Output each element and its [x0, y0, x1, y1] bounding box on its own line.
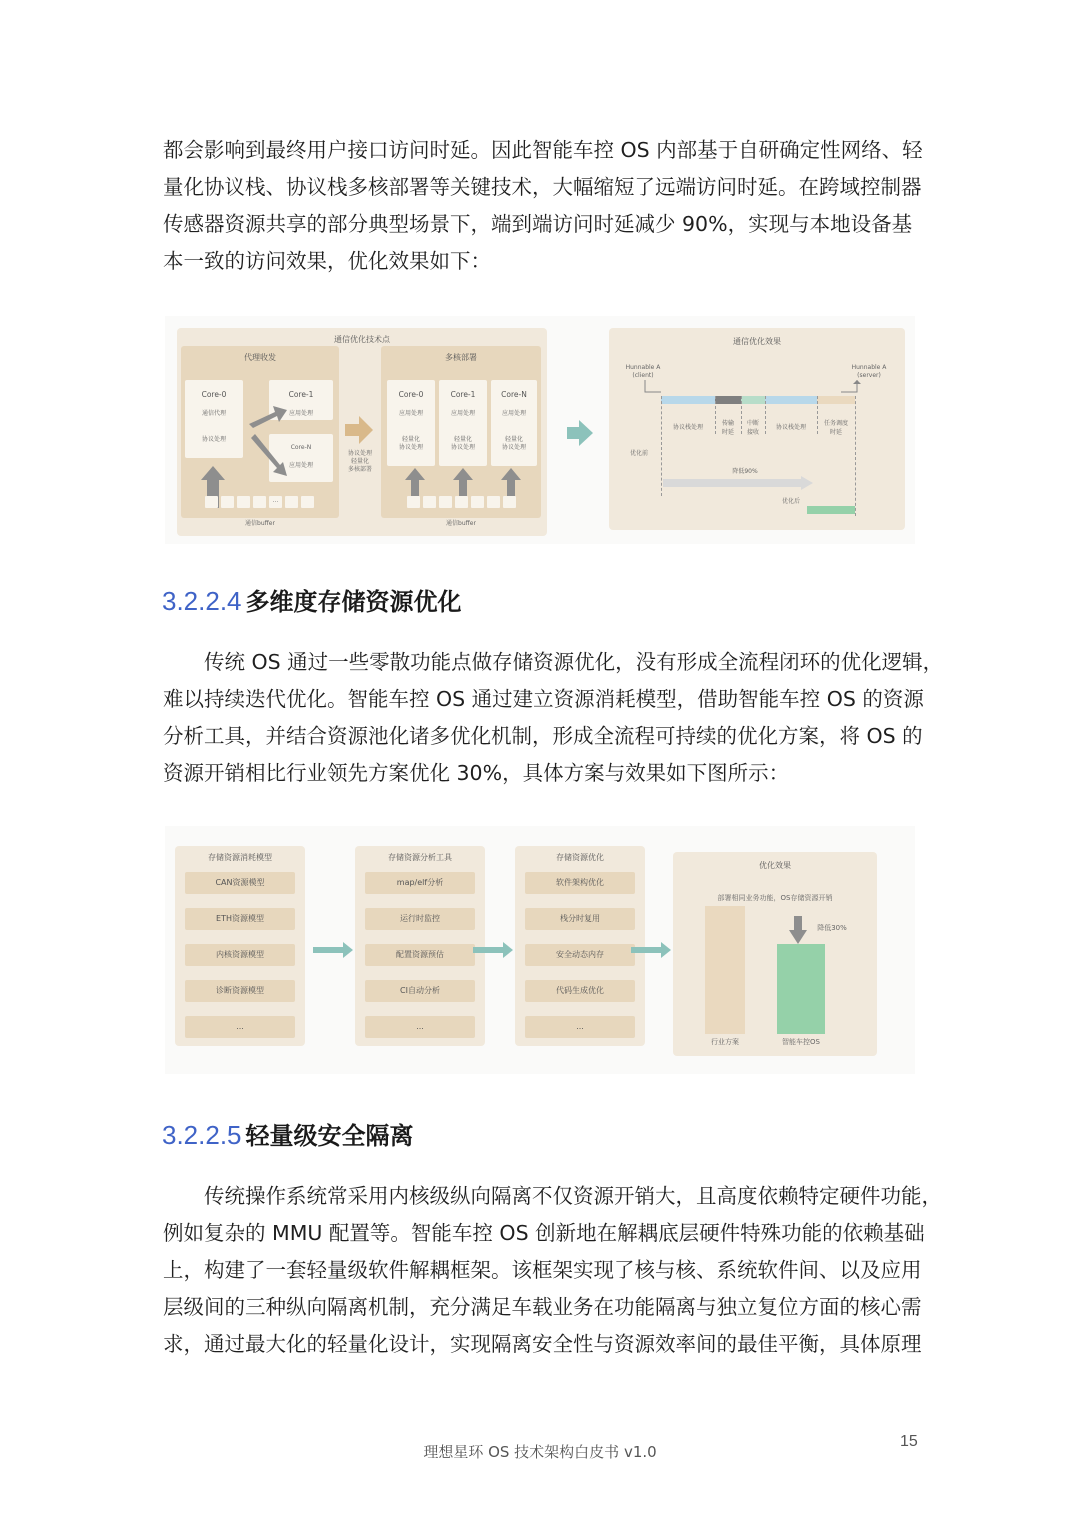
- column-item: 安全动态内存: [525, 944, 635, 966]
- bar-label: 智能车控OS: [782, 1038, 820, 1046]
- text-line: 例如复杂的 MMU 配置等。智能车控 OS 创新地在解耦底层硬件特殊功能的依赖基础: [163, 1221, 925, 1245]
- coreN-label: Core-N: [290, 444, 312, 451]
- column-item: 软件架构优化: [525, 872, 635, 894]
- mc-core-item: 轻量化: [504, 436, 523, 443]
- mc-core-item: 应用处理: [398, 410, 423, 417]
- text-line: 难以持续迭代优化。智能车控 OS 通过建立资源消耗模型，借助智能车控 OS 的资源: [163, 687, 924, 711]
- paragraph-latency: [163, 132, 923, 280]
- column-item: 运行时监控: [365, 908, 475, 930]
- mc-core-item: 轻量化: [453, 436, 472, 443]
- text-line: 传感器资源共享的部分典型场景下，端到端访问时延减少 90%，实现与本地设备基: [163, 212, 913, 236]
- bar-label: 行业方案: [711, 1038, 739, 1046]
- proxy-arrows: [185, 376, 345, 516]
- mc-core-item: 应用处理: [501, 410, 526, 417]
- column-item: 配置资源预估: [365, 944, 475, 966]
- mc-core-item: 协议处理: [398, 444, 423, 451]
- column-item: 栈分时复用: [525, 908, 635, 930]
- effect-title: 优化效果: [759, 861, 791, 870]
- panel-title: 通信优化技术点: [334, 335, 390, 344]
- client-label: Hunnable A: [625, 364, 661, 371]
- mid-text: 轻量化: [350, 458, 369, 465]
- section-number: 3.2.2.5: [162, 1120, 242, 1150]
- text-line: 传统 OS 通过一些零散功能点做存储资源优化，没有形成全流程闭环的优化逻辑，: [204, 650, 944, 674]
- server-label: Hunnable A: [851, 364, 887, 371]
- mid-text: 协议处理: [347, 450, 372, 457]
- bar-industry: [705, 906, 745, 1034]
- multicore-up-arrows: [387, 466, 537, 500]
- effect-title: 通信优化效果: [733, 337, 781, 346]
- before-label: 优化前: [629, 450, 648, 457]
- stage-label: 任务调度: [823, 420, 848, 427]
- stage-label: 接收: [746, 429, 759, 436]
- panel-effect: [673, 852, 877, 1056]
- column-consumption-model: [175, 846, 305, 1046]
- teal-arrow: [473, 942, 513, 958]
- text-line: 本一致的访问效果，优化效果如下：: [163, 249, 491, 273]
- seg-interrupt: [741, 396, 765, 404]
- section-title: 轻量级安全隔离: [245, 1122, 414, 1150]
- page-footer: 理想星环 OS 技术架构白皮书 v1.0: [423, 1443, 657, 1461]
- text-line: 层级间的三种纵向隔离机制，充分满足车载业务在功能隔离与独立复位方面的核心需: [163, 1295, 922, 1319]
- mc-core-label: Core-N: [501, 390, 527, 399]
- effect-note: 部署相同业务功能，OS存储资源开销: [717, 894, 833, 902]
- server-label: (server): [857, 372, 881, 379]
- seg-transfer: [715, 396, 741, 404]
- column-title: 存储资源分析工具: [388, 853, 452, 862]
- mc-core-item: 轻量化: [401, 436, 420, 443]
- stage-label: 时延: [829, 429, 842, 436]
- column-item: ETH资源模型: [185, 908, 295, 930]
- teal-arrow: [631, 942, 671, 958]
- coreN-item: 应用处理: [288, 462, 313, 469]
- column-optimization: [515, 846, 645, 1046]
- section-title: 多维度存储资源优化: [245, 588, 462, 616]
- figure-storage-optimization: [165, 826, 915, 1074]
- seg-schedule: [817, 396, 855, 404]
- mc-core-item: 应用处理: [450, 410, 475, 417]
- column-title: 存储资源消耗模型: [208, 853, 272, 862]
- buffer-cells: [205, 496, 314, 508]
- reduce-label: 降低90%: [732, 468, 758, 475]
- column-item: map/elf分析: [365, 872, 475, 894]
- column-item: CAN资源模型: [185, 872, 295, 894]
- buffer-label: 通信buffer: [245, 520, 275, 527]
- column-item: 代码生成优化: [525, 980, 635, 1002]
- stage-label: 传输: [721, 420, 734, 427]
- stage-label: 时延: [721, 429, 734, 436]
- core0-item: 协议处理: [201, 436, 226, 443]
- paragraph-isolation: [163, 1178, 942, 1363]
- text-line: 上，构建了一套轻量级软件解耦框架。该框架实现了核与核、系统软件间、以及应用: [163, 1258, 922, 1282]
- page-number: 15: [900, 1433, 918, 1450]
- buffer-cells: [407, 496, 516, 508]
- core0-item: 通信代理: [201, 410, 226, 417]
- column-title: 存储资源优化: [556, 853, 604, 862]
- core1-label: Core-1: [288, 390, 314, 399]
- reduce-arrow: [663, 476, 813, 490]
- teal-arrow: [567, 420, 593, 446]
- column-item: CI自动分析: [365, 980, 475, 1002]
- text-line: 量化协议栈、协议栈多核部署等关键技术，大幅缩短了远端访问时延。在跨域控制器: [163, 175, 922, 199]
- column-analysis-tools: [355, 846, 485, 1046]
- paragraph-storage: [163, 644, 944, 792]
- section-heading: [162, 581, 462, 621]
- column-item: ...: [365, 1016, 475, 1038]
- column-item: 诊断资源模型: [185, 980, 295, 1002]
- mc-core-item: 协议处理: [450, 444, 475, 451]
- proxy-title: 代理收发: [244, 353, 276, 362]
- column-item: 内核资源模型: [185, 944, 295, 966]
- figure-communication-optimization: [165, 316, 915, 544]
- section-number: 3.2.2.4: [162, 586, 242, 616]
- core0-label: Core-0: [201, 390, 227, 399]
- mid-text: 多核部署: [347, 466, 372, 473]
- column-item: ...: [525, 1016, 635, 1038]
- bar-smart-os: [777, 944, 825, 1034]
- text-line: 传统操作系统常采用内核级纵向隔离不仅资源开销大，且高度依赖特定硬件功能，: [204, 1184, 942, 1208]
- mc-core-label: Core-1: [450, 390, 476, 399]
- seg-protocol2: [765, 396, 817, 404]
- reduce-down-arrow: [789, 916, 807, 944]
- reduce-label: 降低30%: [817, 924, 847, 932]
- section-heading: [162, 1115, 414, 1155]
- stage-label: 协议栈处理: [775, 424, 806, 431]
- text-line: 求，通过最大化的轻量化设计，实现隔离安全性与资源效率间的最佳平衡，具体原理: [163, 1332, 922, 1356]
- seg-after: [807, 506, 855, 514]
- mc-core-item: 协议处理: [501, 444, 526, 451]
- seg-protocol: [661, 396, 715, 404]
- core1-item: 应用处理: [288, 410, 313, 417]
- text-line: 资源开销相比行业领先方案优化 30%，具体方案与效果如下图所示：: [163, 761, 790, 785]
- mid-arrow: [345, 416, 375, 444]
- text-line: 都会影响到最终用户接口访问时延。因此智能车控 OS 内部基于自研确定性网络、轻: [163, 138, 923, 162]
- column-item: ...: [185, 1016, 295, 1038]
- stage-label: 中断: [746, 420, 759, 427]
- client-label: (client): [632, 372, 654, 379]
- after-label: 优化后: [781, 498, 800, 505]
- buffer-ellipsis: ...: [269, 496, 282, 508]
- teal-arrow: [313, 942, 353, 958]
- buffer-label: 通信buffer: [446, 520, 476, 527]
- multicore-title: 多核部署: [445, 353, 477, 362]
- mc-core-label: Core-0: [398, 390, 424, 399]
- stage-label: 协议栈处理: [672, 424, 703, 431]
- text-line: 分析工具，并结合资源池化诸多优化机制，形成全流程可持续的优化方案，将 OS 的: [163, 724, 923, 748]
